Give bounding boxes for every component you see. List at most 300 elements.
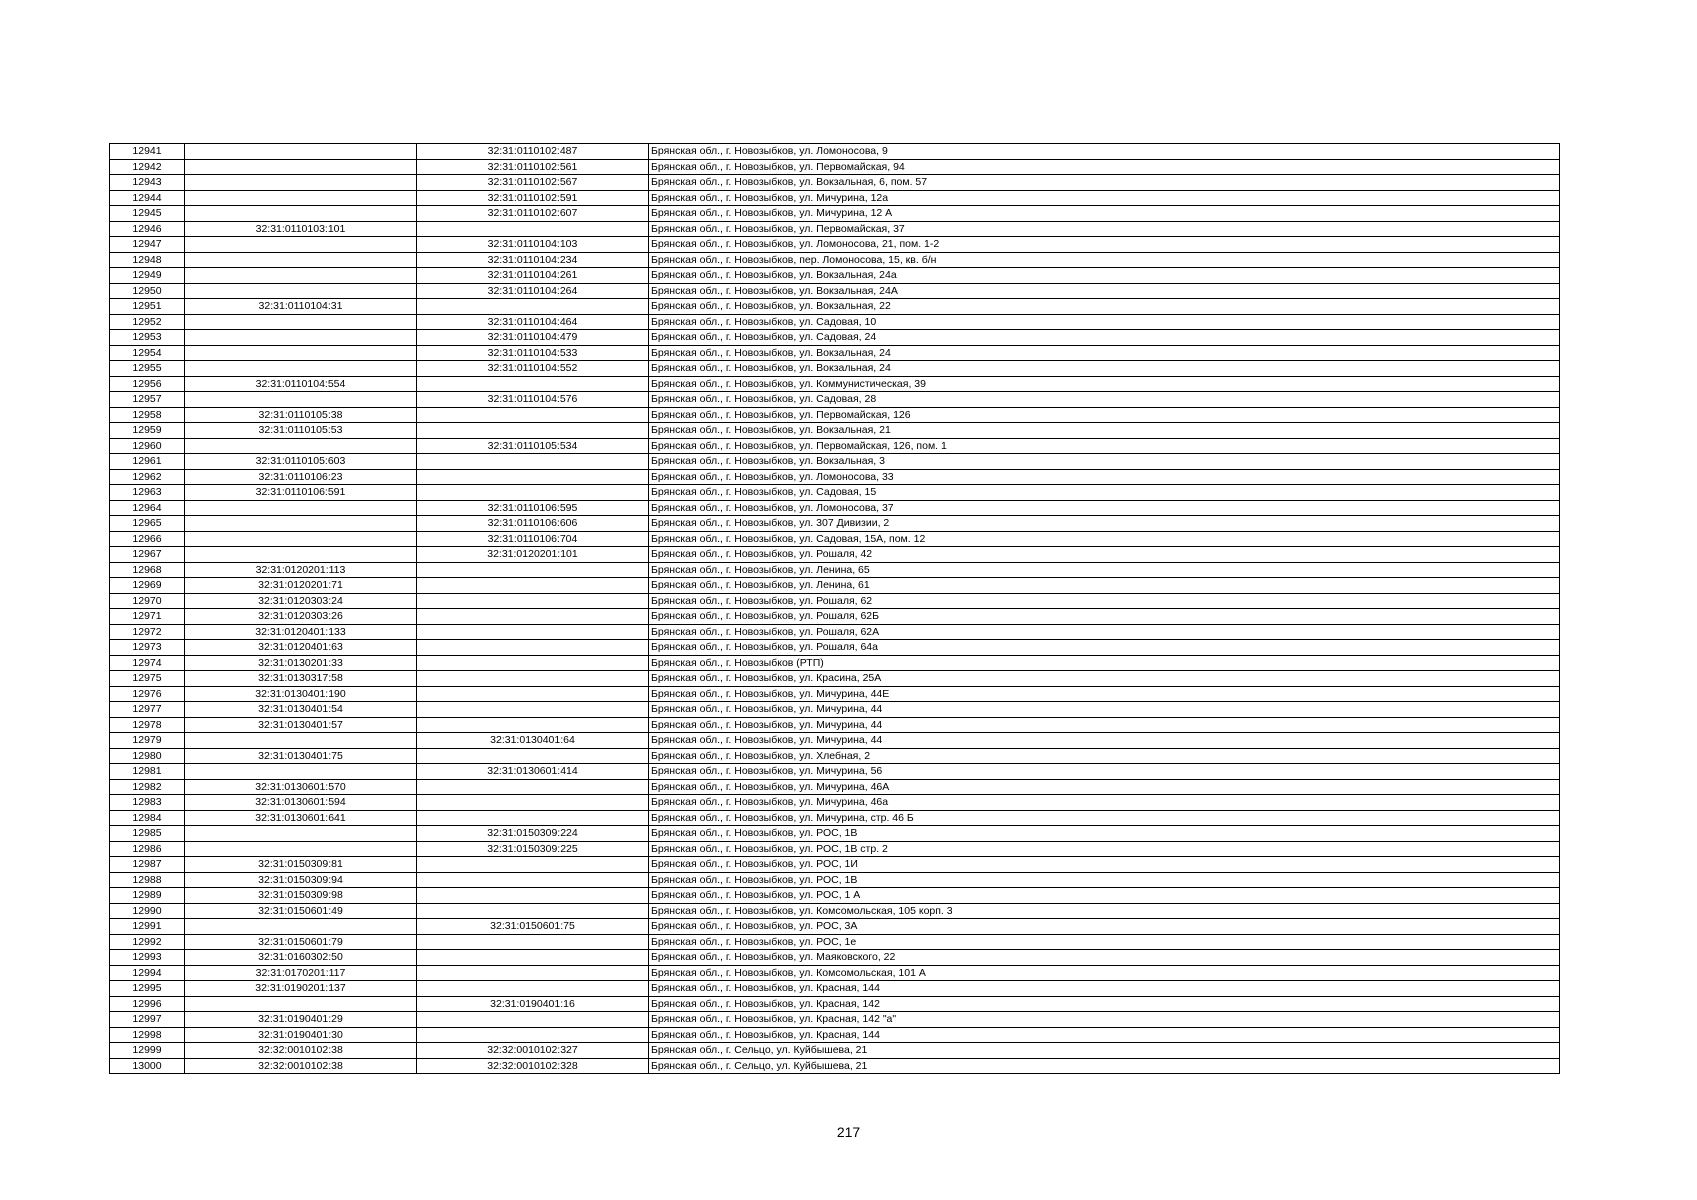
cadastral-number-cell: 32:31:0130601:641	[185, 810, 417, 826]
building-cadastral-number-cell	[417, 1012, 649, 1028]
table-row	[110, 500, 1560, 516]
building-cadastral-number-cell: 32:31:0110102:567	[417, 175, 649, 191]
table-row	[110, 438, 1560, 454]
address-cell: Брянская обл., г. Новозыбков, ул. Красная, 144	[649, 981, 1560, 997]
row-number-cell: 12990	[110, 903, 185, 919]
table-row	[110, 407, 1560, 423]
building-cadastral-number-cell: 32:31:0110104:264	[417, 283, 649, 299]
table-row	[110, 314, 1560, 330]
building-cadastral-number-cell: 32:32:0010102:328	[417, 1058, 649, 1074]
cadastral-number-cell	[185, 841, 417, 857]
table-row	[110, 252, 1560, 268]
row-number-cell: 12993	[110, 950, 185, 966]
cadastral-number-cell: 32:31:0190401:29	[185, 1012, 417, 1028]
building-cadastral-number-cell: 32:31:0110104:464	[417, 314, 649, 330]
address-cell: Брянская обл., г. Новозыбков, ул. Вокзальная, 3	[649, 454, 1560, 470]
building-cadastral-number-cell: 32:31:0110102:591	[417, 190, 649, 206]
building-cadastral-number-cell: 32:31:0110104:533	[417, 345, 649, 361]
table-row	[110, 190, 1560, 206]
building-cadastral-number-cell: 32:31:0130401:64	[417, 733, 649, 749]
cadastral-number-cell: 32:31:0110104:554	[185, 376, 417, 392]
table-row	[110, 1043, 1560, 1059]
building-cadastral-number-cell: 32:31:0110104:261	[417, 268, 649, 284]
address-cell: Брянская обл., г. Новозыбков, ул. Красина, 25А	[649, 671, 1560, 687]
row-number-cell: 12968	[110, 562, 185, 578]
row-number-cell: 12947	[110, 237, 185, 253]
row-number-cell: 12960	[110, 438, 185, 454]
address-cell: Брянская обл., г. Новозыбков, ул. РОС, 1И	[649, 857, 1560, 873]
table-row	[110, 826, 1560, 842]
address-cell: Брянская обл., г. Новозыбков, ул. Садовая, 28	[649, 392, 1560, 408]
table-row	[110, 872, 1560, 888]
cadastral-number-cell: 32:31:0130401:54	[185, 702, 417, 718]
cadastral-number-cell	[185, 531, 417, 547]
row-number-cell: 12964	[110, 500, 185, 516]
row-number-cell: 12999	[110, 1043, 185, 1059]
building-cadastral-number-cell	[417, 965, 649, 981]
table-row	[110, 299, 1560, 315]
address-cell: Брянская обл., г. Новозыбков, ул. Красная, 142 "а"	[649, 1012, 1560, 1028]
row-number-cell: 12954	[110, 345, 185, 361]
table-row	[110, 1027, 1560, 1043]
cadastral-number-cell	[185, 206, 417, 222]
building-cadastral-number-cell	[417, 485, 649, 501]
building-cadastral-number-cell	[417, 469, 649, 485]
cadastral-number-cell: 32:31:0190201:137	[185, 981, 417, 997]
building-cadastral-number-cell: 32:31:0110104:234	[417, 252, 649, 268]
cadastral-number-cell	[185, 500, 417, 516]
building-cadastral-number-cell	[417, 934, 649, 950]
table-row	[110, 888, 1560, 904]
cadastral-number-cell: 32:31:0150601:49	[185, 903, 417, 919]
table-row	[110, 516, 1560, 532]
cadastral-number-cell: 32:31:0120201:71	[185, 578, 417, 594]
cadastral-number-cell: 32:31:0120303:26	[185, 609, 417, 625]
address-cell: Брянская обл., г. Новозыбков, ул. Ломоносова, 9	[649, 144, 1560, 160]
row-number-cell: 12992	[110, 934, 185, 950]
table-row	[110, 795, 1560, 811]
cadastral-number-cell: 32:31:0130201:33	[185, 655, 417, 671]
address-cell: Брянская обл., г. Новозыбков, ул. Рошаля, 62Б	[649, 609, 1560, 625]
building-cadastral-number-cell: 32:31:0110102:561	[417, 159, 649, 175]
building-cadastral-number-cell	[417, 903, 649, 919]
address-cell: Брянская обл., г. Новозыбков, ул. Мичурина, 44	[649, 733, 1560, 749]
cadastral-number-cell: 32:32:0010102:38	[185, 1058, 417, 1074]
row-number-cell: 12979	[110, 733, 185, 749]
row-number-cell: 12957	[110, 392, 185, 408]
table-row	[110, 686, 1560, 702]
cadastral-number-cell: 32:31:0110104:31	[185, 299, 417, 315]
cadastral-number-cell: 32:31:0120303:24	[185, 593, 417, 609]
address-cell: Брянская обл., г. Новозыбков, ул. Садовая, 24	[649, 330, 1560, 346]
address-cell: Брянская обл., г. Новозыбков, ул. РОС, 1В стр. 2	[649, 841, 1560, 857]
address-cell: Брянская обл., г. Новозыбков, ул. Ломоносова, 21, пом. 1-2	[649, 237, 1560, 253]
row-number-cell: 12941	[110, 144, 185, 160]
building-cadastral-number-cell: 32:31:0130601:414	[417, 764, 649, 780]
building-cadastral-number-cell	[417, 299, 649, 315]
table-row	[110, 593, 1560, 609]
table-row	[110, 950, 1560, 966]
row-number-cell: 12963	[110, 485, 185, 501]
cadastral-number-cell	[185, 330, 417, 346]
table-row	[110, 221, 1560, 237]
table-row	[110, 702, 1560, 718]
building-cadastral-number-cell: 32:31:0150309:225	[417, 841, 649, 857]
cadastral-number-cell	[185, 733, 417, 749]
address-cell: Брянская обл., г. Новозыбков, ул. Первомайская, 37	[649, 221, 1560, 237]
address-cell: Брянская обл., г. Новозыбков, ул. Первомайская, 126, пом. 1	[649, 438, 1560, 454]
table-row	[110, 671, 1560, 687]
building-cadastral-number-cell	[417, 1027, 649, 1043]
row-number-cell: 12978	[110, 717, 185, 733]
address-cell: Брянская обл., г. Новозыбков, ул. Комсомольская, 101 А	[649, 965, 1560, 981]
table-row	[110, 841, 1560, 857]
cadastral-number-cell	[185, 237, 417, 253]
cadastral-number-cell: 32:31:0110103:101	[185, 221, 417, 237]
row-number-cell: 12982	[110, 779, 185, 795]
building-cadastral-number-cell	[417, 717, 649, 733]
address-cell: Брянская обл., г. Новозыбков, ул. Рошаля, 64а	[649, 640, 1560, 656]
cadastral-number-cell: 32:31:0150309:81	[185, 857, 417, 873]
table-row	[110, 376, 1560, 392]
table-row	[110, 655, 1560, 671]
cadastral-number-cell: 32:31:0150601:79	[185, 934, 417, 950]
building-cadastral-number-cell	[417, 810, 649, 826]
table-row	[110, 423, 1560, 439]
address-cell: Брянская обл., г. Новозыбков, ул. Рошаля, 62	[649, 593, 1560, 609]
row-number-cell: 12989	[110, 888, 185, 904]
building-cadastral-number-cell	[417, 950, 649, 966]
row-number-cell: 12956	[110, 376, 185, 392]
address-cell: Брянская обл., г. Новозыбков, ул. Хлебная, 2	[649, 748, 1560, 764]
row-number-cell: 12958	[110, 407, 185, 423]
address-cell: Брянская обл., г. Сельцо, ул. Куйбышева, 21	[649, 1058, 1560, 1074]
row-number-cell: 12966	[110, 531, 185, 547]
cadastral-number-cell: 32:31:0120401:63	[185, 640, 417, 656]
building-cadastral-number-cell	[417, 593, 649, 609]
address-cell: Брянская обл., г. Новозыбков, ул. Рошаля, 62А	[649, 624, 1560, 640]
address-cell: Брянская обл., г. Новозыбков, ул. РОС, 1В	[649, 872, 1560, 888]
table-row	[110, 779, 1560, 795]
row-number-cell: 12951	[110, 299, 185, 315]
address-cell: Брянская обл., г. Новозыбков, ул. Ломоносова, 33	[649, 469, 1560, 485]
row-number-cell: 12953	[110, 330, 185, 346]
address-cell: Брянская обл., г. Новозыбков, ул. Садовая, 10	[649, 314, 1560, 330]
cadastral-number-cell	[185, 764, 417, 780]
cadastral-number-cell	[185, 283, 417, 299]
cadastral-number-cell: 32:31:0110105:53	[185, 423, 417, 439]
row-number-cell: 12955	[110, 361, 185, 377]
data-table	[109, 143, 1560, 1074]
table-row	[110, 330, 1560, 346]
address-cell: Брянская обл., г. Новозыбков, ул. Садовая, 15	[649, 485, 1560, 501]
address-cell: Брянская обл., г. Новозыбков, ул. Ломоносова, 37	[649, 500, 1560, 516]
row-number-cell: 12970	[110, 593, 185, 609]
row-number-cell: 12981	[110, 764, 185, 780]
address-cell: Брянская обл., г. Новозыбков, ул. Маяковского, 22	[649, 950, 1560, 966]
table-row	[110, 810, 1560, 826]
cadastral-number-cell	[185, 190, 417, 206]
address-cell: Брянская обл., г. Новозыбков, ул. Мичурина, 44Е	[649, 686, 1560, 702]
row-number-cell: 12969	[110, 578, 185, 594]
table-row	[110, 562, 1560, 578]
row-number-cell: 12975	[110, 671, 185, 687]
row-number-cell: 12980	[110, 748, 185, 764]
address-cell: Брянская обл., г. Новозыбков, ул. Мичурина, стр. 46 Б	[649, 810, 1560, 826]
address-cell: Брянская обл., г. Новозыбков, ул. Первомайская, 94	[649, 159, 1560, 175]
building-cadastral-number-cell	[417, 872, 649, 888]
cadastral-number-cell: 32:31:0150309:98	[185, 888, 417, 904]
building-cadastral-number-cell	[417, 578, 649, 594]
building-cadastral-number-cell	[417, 407, 649, 423]
building-cadastral-number-cell	[417, 857, 649, 873]
cadastral-number-cell: 32:31:0120201:113	[185, 562, 417, 578]
row-number-cell: 12986	[110, 841, 185, 857]
address-cell: Брянская обл., г. Новозыбков, ул. РОС, 3А	[649, 919, 1560, 935]
building-cadastral-number-cell	[417, 640, 649, 656]
table-row	[110, 345, 1560, 361]
row-number-cell: 12948	[110, 252, 185, 268]
address-cell: Брянская обл., г. Новозыбков, ул. Вокзальная, 24	[649, 345, 1560, 361]
row-number-cell: 12977	[110, 702, 185, 718]
building-cadastral-number-cell: 32:31:0110102:607	[417, 206, 649, 222]
cadastral-number-cell	[185, 159, 417, 175]
row-number-cell: 12972	[110, 624, 185, 640]
cadastral-number-cell	[185, 345, 417, 361]
address-cell: Брянская обл., г. Новозыбков, ул. Коммунистическая, 39	[649, 376, 1560, 392]
address-cell: Брянская обл., г. Новозыбков, ул. РОС, 1В	[649, 826, 1560, 842]
cadastral-number-cell: 32:31:0170201:117	[185, 965, 417, 981]
cadastral-number-cell: 32:31:0130401:75	[185, 748, 417, 764]
row-number-cell: 12944	[110, 190, 185, 206]
cadastral-number-cell	[185, 175, 417, 191]
table-row	[110, 485, 1560, 501]
table-row	[110, 903, 1560, 919]
address-cell: Брянская обл., г. Новозыбков, ул. Мичурина, 12а	[649, 190, 1560, 206]
cadastral-number-cell: 32:31:0110106:23	[185, 469, 417, 485]
row-number-cell: 12976	[110, 686, 185, 702]
address-cell: Брянская обл., г. Новозыбков, ул. РОС, 1е	[649, 934, 1560, 950]
address-cell: Брянская обл., г. Новозыбков, ул. Мичурина, 12 А	[649, 206, 1560, 222]
table-row	[110, 857, 1560, 873]
building-cadastral-number-cell	[417, 795, 649, 811]
address-cell: Брянская обл., г. Новозыбков, ул. Мичурина, 46А	[649, 779, 1560, 795]
cadastral-number-cell: 32:31:0130601:570	[185, 779, 417, 795]
address-cell: Брянская обл., г. Новозыбков, ул. Красная, 144	[649, 1027, 1560, 1043]
row-number-cell: 12942	[110, 159, 185, 175]
building-cadastral-number-cell: 32:31:0110104:479	[417, 330, 649, 346]
table-row	[110, 1012, 1560, 1028]
building-cadastral-number-cell	[417, 671, 649, 687]
row-number-cell: 12991	[110, 919, 185, 935]
cadastral-number-cell: 32:31:0110105:38	[185, 407, 417, 423]
table-row	[110, 361, 1560, 377]
building-cadastral-number-cell: 32:31:0150309:224	[417, 826, 649, 842]
row-number-cell: 12973	[110, 640, 185, 656]
building-cadastral-number-cell: 32:31:0120201:101	[417, 547, 649, 563]
table-row	[110, 531, 1560, 547]
cadastral-number-cell: 32:31:0130401:57	[185, 717, 417, 733]
cadastral-number-cell	[185, 392, 417, 408]
building-cadastral-number-cell: 32:31:0150601:75	[417, 919, 649, 935]
row-number-cell: 12961	[110, 454, 185, 470]
row-number-cell: 12987	[110, 857, 185, 873]
building-cadastral-number-cell	[417, 686, 649, 702]
building-cadastral-number-cell: 32:31:0110104:103	[417, 237, 649, 253]
address-cell: Брянская обл., г. Новозыбков, ул. Вокзальная, 24	[649, 361, 1560, 377]
building-cadastral-number-cell	[417, 981, 649, 997]
building-cadastral-number-cell	[417, 779, 649, 795]
row-number-cell: 12959	[110, 423, 185, 439]
address-cell: Брянская обл., г. Новозыбков (РТП)	[649, 655, 1560, 671]
row-number-cell: 13000	[110, 1058, 185, 1074]
building-cadastral-number-cell	[417, 748, 649, 764]
row-number-cell: 12945	[110, 206, 185, 222]
row-number-cell: 12974	[110, 655, 185, 671]
cadastral-number-cell	[185, 438, 417, 454]
row-number-cell: 12967	[110, 547, 185, 563]
building-cadastral-number-cell	[417, 888, 649, 904]
table-row	[110, 748, 1560, 764]
table-row	[110, 454, 1560, 470]
row-number-cell: 12950	[110, 283, 185, 299]
table-row	[110, 175, 1560, 191]
address-cell: Брянская обл., г. Новозыбков, ул. Рошаля, 42	[649, 547, 1560, 563]
address-cell: Брянская обл., г. Новозыбков, ул. Комсомольская, 105 корп. 3	[649, 903, 1560, 919]
address-cell: Брянская обл., г. Новозыбков, ул. Первомайская, 126	[649, 407, 1560, 423]
cadastral-number-cell	[185, 268, 417, 284]
table-row	[110, 268, 1560, 284]
cadastral-number-cell: 32:31:0110105:603	[185, 454, 417, 470]
address-cell: Брянская обл., г. Новозыбков, ул. Вокзальная, 24А	[649, 283, 1560, 299]
building-cadastral-number-cell: 32:31:0190401:16	[417, 996, 649, 1012]
cadastral-number-cell	[185, 919, 417, 935]
building-cadastral-number-cell	[417, 376, 649, 392]
building-cadastral-number-cell	[417, 702, 649, 718]
table-row	[110, 919, 1560, 935]
row-number-cell: 12996	[110, 996, 185, 1012]
address-cell: Брянская обл., г. Новозыбков, ул. 307 Дивизии, 2	[649, 516, 1560, 532]
table-row	[110, 206, 1560, 222]
address-cell: Брянская обл., г. Новозыбков, ул. Мичурина, 44	[649, 702, 1560, 718]
table-row	[110, 144, 1560, 160]
row-number-cell: 12946	[110, 221, 185, 237]
table-row	[110, 159, 1560, 175]
cadastral-number-cell	[185, 252, 417, 268]
building-cadastral-number-cell: 32:31:0110106:606	[417, 516, 649, 532]
address-cell: Брянская обл., г. Новозыбков, ул. РОС, 1 А	[649, 888, 1560, 904]
cadastral-number-cell	[185, 314, 417, 330]
address-cell: Брянская обл., г. Новозыбков, ул. Вокзальная, 24а	[649, 268, 1560, 284]
cadastral-number-cell: 32:31:0160302:50	[185, 950, 417, 966]
table-row	[110, 392, 1560, 408]
table-row	[110, 609, 1560, 625]
building-cadastral-number-cell	[417, 454, 649, 470]
building-cadastral-number-cell	[417, 221, 649, 237]
cadastral-number-cell	[185, 144, 417, 160]
building-cadastral-number-cell: 32:31:0110105:534	[417, 438, 649, 454]
table-body	[110, 144, 1560, 1074]
building-cadastral-number-cell	[417, 562, 649, 578]
cadastral-number-cell: 32:31:0150309:94	[185, 872, 417, 888]
cadastral-number-cell: 32:32:0010102:38	[185, 1043, 417, 1059]
row-number-cell: 12995	[110, 981, 185, 997]
table-row	[110, 237, 1560, 253]
cadastral-number-cell: 32:31:0130317:58	[185, 671, 417, 687]
table-row	[110, 717, 1560, 733]
table-row	[110, 640, 1560, 656]
row-number-cell: 12998	[110, 1027, 185, 1043]
row-number-cell: 12965	[110, 516, 185, 532]
row-number-cell: 12985	[110, 826, 185, 842]
building-cadastral-number-cell: 32:32:0010102:327	[417, 1043, 649, 1059]
building-cadastral-number-cell: 32:31:0110106:704	[417, 531, 649, 547]
table-row	[110, 547, 1560, 563]
table-row	[110, 965, 1560, 981]
address-cell: Брянская обл., г. Новозыбков, ул. Ленина, 61	[649, 578, 1560, 594]
building-cadastral-number-cell	[417, 624, 649, 640]
row-number-cell: 12971	[110, 609, 185, 625]
page-number: 217	[836, 1124, 861, 1140]
row-number-cell: 12984	[110, 810, 185, 826]
cadastral-number-cell: 32:31:0120401:133	[185, 624, 417, 640]
row-number-cell: 12952	[110, 314, 185, 330]
row-number-cell: 12949	[110, 268, 185, 284]
building-cadastral-number-cell	[417, 609, 649, 625]
row-number-cell: 12943	[110, 175, 185, 191]
cadastral-number-cell: 32:31:0110106:591	[185, 485, 417, 501]
table-row	[110, 996, 1560, 1012]
cadastral-number-cell	[185, 996, 417, 1012]
building-cadastral-number-cell	[417, 423, 649, 439]
building-cadastral-number-cell: 32:31:0110102:487	[417, 144, 649, 160]
address-cell: Брянская обл., г. Сельцо, ул. Куйбышева, 21	[649, 1043, 1560, 1059]
building-cadastral-number-cell: 32:31:0110106:595	[417, 500, 649, 516]
table-row	[110, 1058, 1560, 1074]
table-row	[110, 283, 1560, 299]
table-row	[110, 934, 1560, 950]
table-row	[110, 733, 1560, 749]
cadastral-number-cell	[185, 826, 417, 842]
cadastral-number-cell	[185, 547, 417, 563]
table-row	[110, 469, 1560, 485]
address-cell: Брянская обл., г. Новозыбков, ул. Вокзальная, 21	[649, 423, 1560, 439]
table-row	[110, 764, 1560, 780]
address-cell: Брянская обл., г. Новозыбков, ул. Вокзальная, 6, пом. 57	[649, 175, 1560, 191]
row-number-cell: 12997	[110, 1012, 185, 1028]
address-cell: Брянская обл., г. Новозыбков, ул. Мичурина, 56	[649, 764, 1560, 780]
table-row	[110, 624, 1560, 640]
row-number-cell: 12994	[110, 965, 185, 981]
address-cell: Брянская обл., г. Новозыбков, ул. Мичурина, 44	[649, 717, 1560, 733]
building-cadastral-number-cell: 32:31:0110104:576	[417, 392, 649, 408]
building-cadastral-number-cell: 32:31:0110104:552	[417, 361, 649, 377]
row-number-cell: 12988	[110, 872, 185, 888]
address-cell: Брянская обл., г. Новозыбков, ул. Красная, 142	[649, 996, 1560, 1012]
address-cell: Брянская обл., г. Новозыбков, ул. Вокзальная, 22	[649, 299, 1560, 315]
cadastral-number-cell: 32:31:0190401:30	[185, 1027, 417, 1043]
building-cadastral-number-cell	[417, 655, 649, 671]
address-cell: Брянская обл., г. Новозыбков, ул. Ленина, 65	[649, 562, 1560, 578]
cadastral-number-cell	[185, 361, 417, 377]
cadastral-number-cell	[185, 516, 417, 532]
address-cell: Брянская обл., г. Новозыбков, пер. Ломоносова, 15, кв. б/н	[649, 252, 1560, 268]
table-row	[110, 981, 1560, 997]
cadastral-number-cell: 32:31:0130601:594	[185, 795, 417, 811]
row-number-cell: 12983	[110, 795, 185, 811]
address-cell: Брянская обл., г. Новозыбков, ул. Садовая, 15А, пом. 12	[649, 531, 1560, 547]
cadastral-number-cell: 32:31:0130401:190	[185, 686, 417, 702]
